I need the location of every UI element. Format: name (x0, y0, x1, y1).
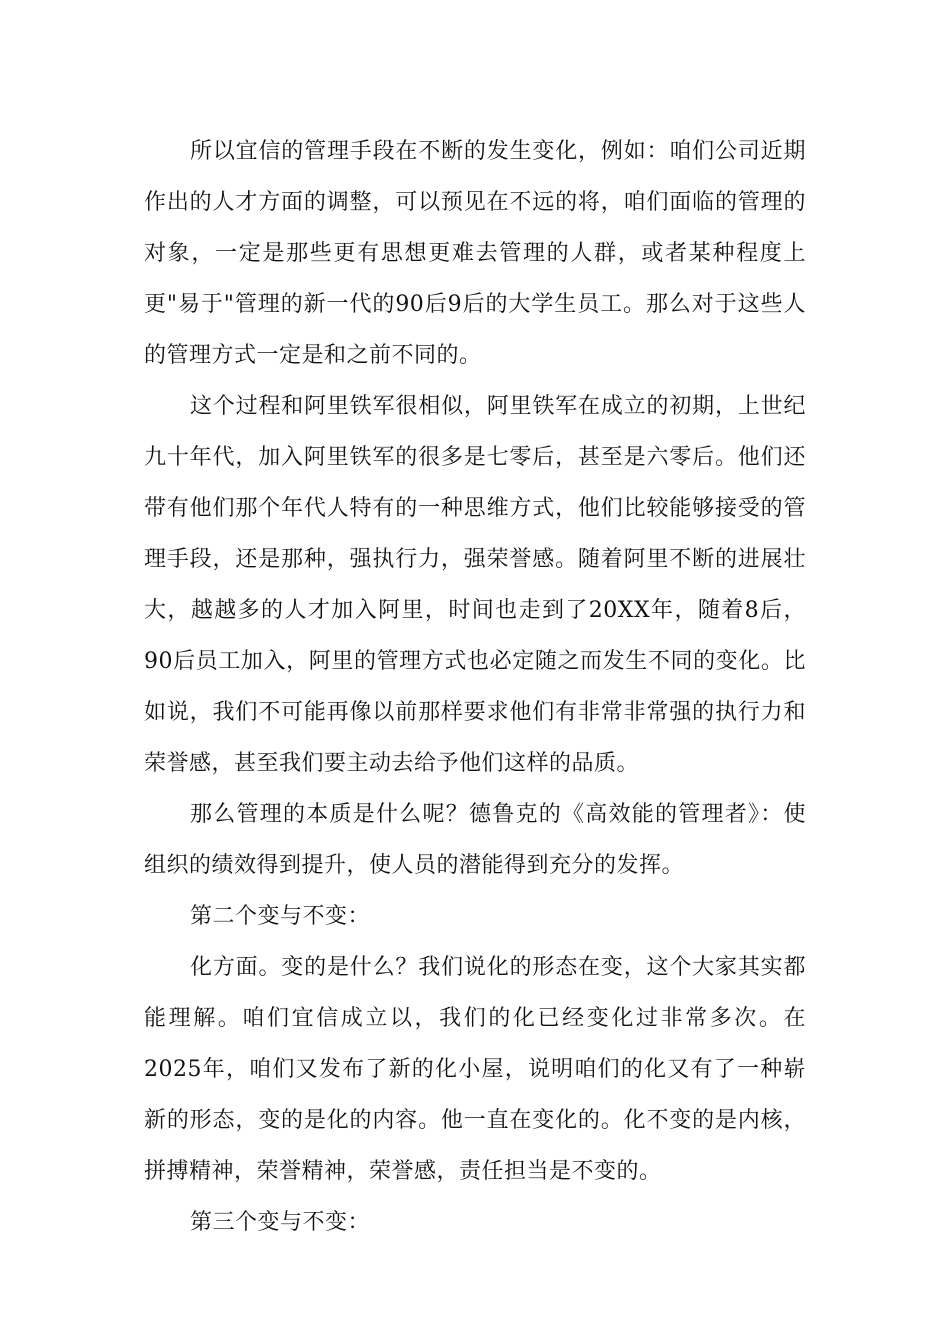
paragraph-management-change: 所以宜信的管理手段在不断的发生变化，例如：咱们公司近期作出的人才方面的调整，可以预见在不远的将，咱们面临的管理的对象，一定是那些更有思想更难去管理的人群，或者某种程度上更"易于"管理的新一代的90后9后的大学生员工。那么对于这些人的管理方式一定是和之前不同的。 (144, 139, 806, 368)
section-heading-second: 第二个变与不变： (190, 904, 371, 929)
paragraph-management-essence: 那么管理的本质是什么呢？德鲁克的《高效能的管理者》：使组织的绩效得到提升，使人员的潜能得到充分的发挥。 (144, 802, 806, 878)
section-heading-third: 第三个变与不变： (190, 1210, 371, 1235)
paragraph-alibaba-example: 这个过程和阿里铁军很相似，阿里铁军在成立的初期，上世纪九十年代，加入阿里铁军的很多是七零后，甚至是六零后。他们还带有他们那个年代人特有的一种思维方式，他们比较能够接受的管理手段，还是那种，强执行力，强荣誉感。随着阿里不断的进展壮大，越越多的人才加入阿里，时间也走到了20XX年，随着8后，90后员工加入，阿里的管理方式也必定随之而发生不同的变化。比如说，我们不可能再像以前那样要求他们有非常非常强的执行力和荣誉感，甚至我们要主动去给予他们这样的品质。 (144, 394, 806, 776)
paragraph-culture: 化方面。变的是什么？我们说化的形态在变，这个大家其实都能理解。咱们宜信成立以，我们的化已经变化过非常多次。在2025年，咱们又发布了新的化小屋，说明咱们的化又有了一种崭新的形态，变的是化的内容。他一直在变化的。化不变的是内核，拼搏精神，荣誉精神，荣誉感，责任担当是不变的。 (144, 955, 806, 1184)
document-body (144, 126, 806, 1248)
